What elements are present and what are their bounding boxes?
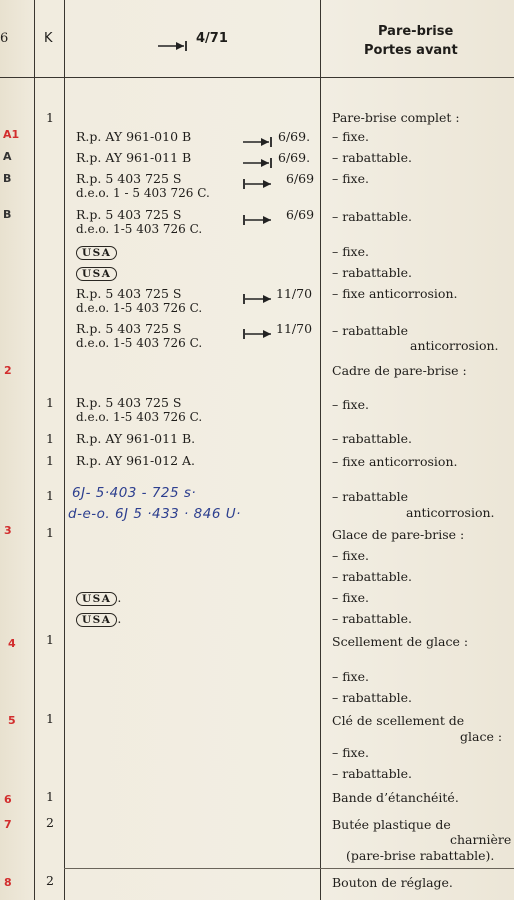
quantity: 2 (46, 815, 54, 830)
header-title: Pare-brise (378, 24, 454, 39)
quantity: 1 (46, 431, 54, 446)
reference-detail: d.e.o. 1-5 403 726 C. (76, 410, 203, 424)
reference: R.p. AY 961-011 B (76, 150, 192, 165)
arrow-to-icon (243, 153, 273, 172)
reference: R.p. AY 961-011 B. (76, 431, 196, 446)
usa-badge: USA (76, 266, 117, 281)
reference: R.p. 5 403 725 S (76, 395, 182, 410)
reference-detail: d.e.o. 1-5 403 726 C. (76, 222, 203, 236)
reference: R.p. 5 403 725 S (76, 207, 182, 222)
header-cut-number: 6 (0, 31, 9, 46)
item-marker: 7 (4, 818, 12, 831)
description: – rabattable. (332, 611, 412, 626)
arrow-from-icon (243, 210, 273, 229)
description: – rabattable (332, 323, 409, 338)
item-marker: 2 (4, 364, 12, 377)
item-marker: 5 (8, 714, 16, 727)
description: Cadre de pare-brise : (332, 363, 467, 378)
item-marker: A (3, 150, 12, 163)
arrow-from-icon (243, 289, 273, 308)
reference: R.p. 5 403 725 S (76, 171, 182, 186)
description: – rabattable. (332, 265, 412, 280)
header-subtitle: Portes avant (364, 43, 458, 58)
description-cont: anticorrosion. (410, 338, 499, 353)
quantity: 2 (46, 873, 54, 888)
item-marker: 4 (8, 637, 16, 650)
quantity: 1 (46, 525, 54, 540)
description: Bande d’étanchéité. (332, 790, 459, 805)
handwritten-reference: 6J- 5·403 - 725 s· (72, 485, 197, 501)
usa-badge: USA (76, 245, 117, 260)
date: 11/70 (276, 286, 313, 301)
column-divider (320, 0, 321, 900)
item-marker: B (3, 208, 12, 221)
row-divider (64, 868, 514, 869)
description-cont: anticorrosion. (406, 505, 495, 520)
usa-badge: USA . (76, 591, 121, 606)
date: 6/69. (278, 150, 311, 165)
description: Glace de pare-brise : (332, 527, 465, 542)
quantity: 1 (46, 789, 54, 804)
description: – fixe. (332, 590, 369, 605)
usa-badge: USA . (76, 612, 121, 627)
description: – rabattable. (332, 690, 412, 705)
item-marker: A1 (3, 128, 20, 141)
description: – fixe anticorrosion. (332, 286, 458, 301)
quantity: 1 (46, 395, 54, 410)
date: 6/69 (286, 207, 315, 222)
quantity: 1 (46, 488, 54, 503)
date: 11/70 (276, 321, 313, 336)
reference: R.p. 5 403 725 S (76, 286, 182, 301)
description: – fixe. (332, 129, 369, 144)
description: Pare-brise complet : (332, 110, 460, 125)
item-marker: 6 (4, 793, 12, 806)
quantity: 1 (46, 632, 54, 647)
reference-detail: d.e.o. 1 - 5 403 726 C. (76, 186, 210, 200)
reference-detail: d.e.o. 1-5 403 726 C. (76, 301, 203, 315)
header-k: K (44, 31, 53, 46)
description: – fixe. (332, 669, 369, 684)
item-marker: 3 (4, 524, 12, 537)
date: 6/69. (278, 129, 311, 144)
description: – rabattable. (332, 569, 412, 584)
arrow-from-icon (243, 174, 273, 193)
handwritten-reference: d-e-o. 6J 5 ·433 · 846 U· (68, 506, 241, 522)
description: Bouton de réglage. (332, 875, 453, 890)
description-cont: (pare-brise rabattable). (346, 848, 495, 863)
header-divider (0, 77, 514, 78)
description: – fixe. (332, 244, 369, 259)
description-cont: glace : (460, 729, 503, 744)
reference: R.p. AY 961-010 B (76, 129, 192, 144)
description: – rabattable. (332, 150, 412, 165)
item-marker: B (3, 172, 12, 185)
reference: R.p. AY 961-012 A. (76, 453, 195, 468)
date: 6/69 (286, 171, 315, 186)
arrow-from-icon (243, 324, 273, 343)
description: – fixe. (332, 171, 369, 186)
description: Clé de scellement de (332, 713, 465, 728)
quantity: 1 (46, 453, 54, 468)
header-date: 4/71 (196, 31, 228, 46)
quantity: 1 (46, 711, 54, 726)
quantity: 1 (46, 110, 54, 125)
description: – rabattable. (332, 766, 412, 781)
reference-detail: d.e.o. 1-5 403 726 C. (76, 336, 203, 350)
column-divider (64, 0, 65, 900)
item-marker: 8 (4, 876, 12, 889)
description: – rabattable (332, 489, 409, 504)
description-cont: charnière (450, 832, 512, 847)
arrow-to-icon (243, 132, 273, 151)
description: Butée plastique de (332, 817, 451, 832)
reference: R.p. 5 403 725 S (76, 321, 182, 336)
column-divider (34, 0, 35, 900)
description: – fixe. (332, 397, 369, 412)
description: – fixe. (332, 745, 369, 760)
description: – rabattable. (332, 209, 412, 224)
description: – rabattable. (332, 431, 412, 446)
description: Scellement de glace : (332, 634, 469, 649)
arrow-to-icon (158, 36, 188, 55)
description: – fixe anticorrosion. (332, 454, 458, 469)
description: – fixe. (332, 548, 369, 563)
